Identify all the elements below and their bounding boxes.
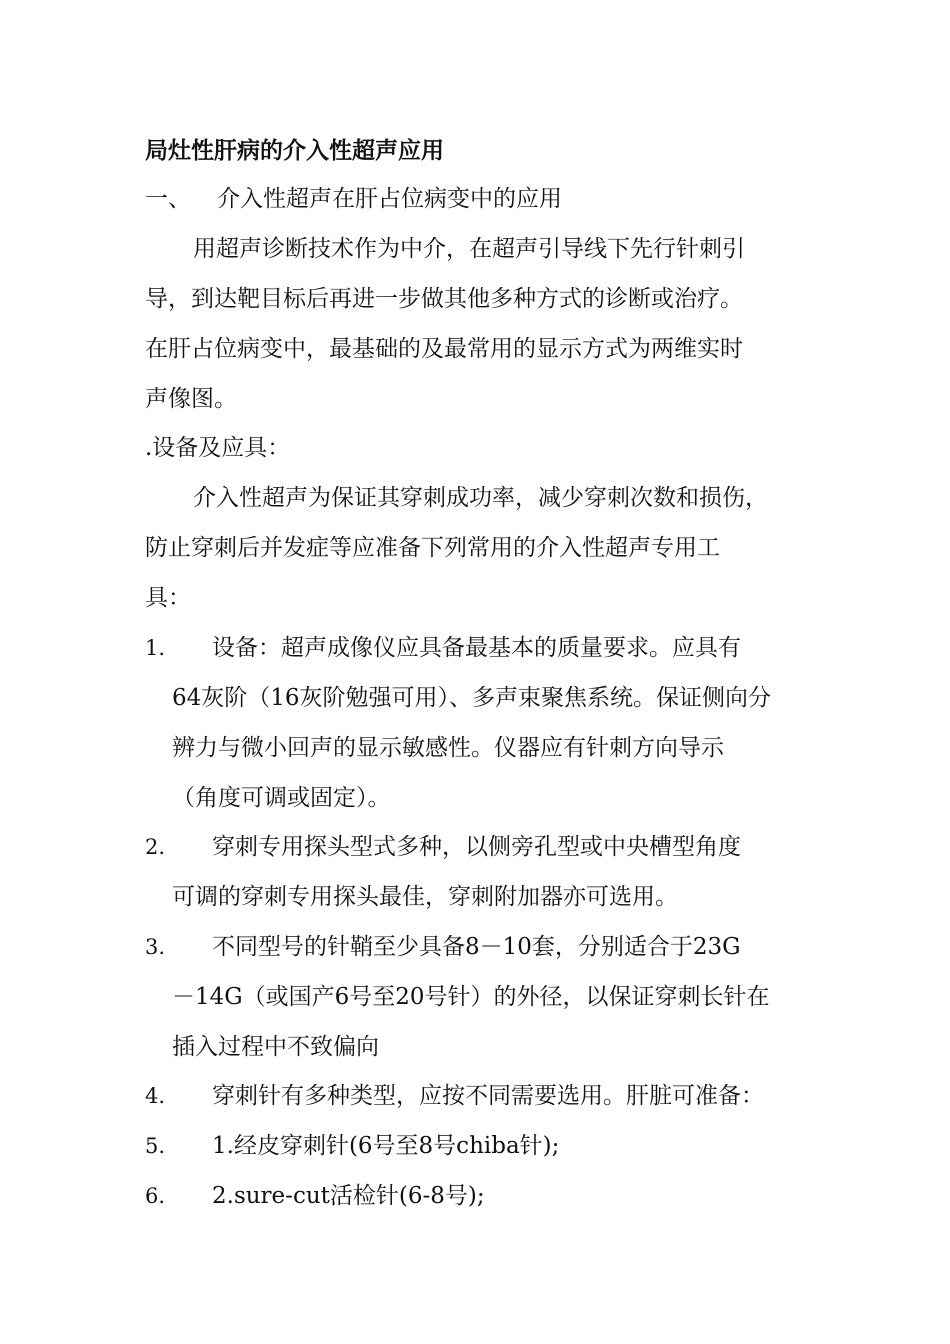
section-heading-text: 介入性超声在肝占位病变中的应用	[217, 186, 562, 212]
list-item-line: 2.sure-cut活检针(6-8号);	[212, 1183, 485, 1209]
paragraph-line: 导，到达靶目标后再进一步做其他多种方式的诊断或治疗。	[145, 286, 743, 312]
paragraph-line: 防止穿刺后并发症等应准备下列常用的介入性超声专用工	[145, 535, 720, 561]
paragraph-line: 声像图。	[145, 386, 237, 412]
list-item-line: 不同型号的针鞘至少具备8－10套，分别适合于23G	[212, 934, 741, 960]
paragraph-line: 介入性超声为保证其穿刺成功率，减少穿刺次数和损伤，	[193, 485, 768, 511]
list-item-line: 设备：超声成像仪应具备最基本的质量要求。应具有	[212, 635, 741, 661]
list-item-number: 6.	[145, 1184, 166, 1208]
paragraph-line: 用超声诊断技术作为中介，在超声引导线下先行针刺引	[193, 236, 745, 262]
list-item-line: 插入过程中不致偏向	[172, 1034, 379, 1060]
list-item-number: 1.	[145, 636, 166, 660]
list-item-number: 2.	[145, 835, 166, 859]
list-item-line: （角度可调或固定）。	[172, 785, 391, 811]
list-item-number: 4.	[145, 1084, 166, 1108]
equipment-heading: .设备及应具：	[145, 435, 291, 461]
list-item-line: 穿刺专用探头型式多种，以侧旁孔型或中央槽型角度	[212, 834, 741, 860]
list-item-line: 穿刺针有多种类型，应按不同需要选用。肝脏可准备：	[212, 1083, 764, 1109]
section-number: 一、	[145, 186, 191, 212]
list-item-number: 3.	[145, 935, 166, 959]
list-item-number: 5.	[145, 1134, 166, 1158]
paragraph-line: 具：	[145, 585, 191, 611]
document-title: 局灶性肝病的介入性超声应用	[145, 138, 444, 164]
paragraph-line: 在肝占位病变中，最基础的及最常用的显示方式为两维实时	[145, 336, 743, 362]
list-item-line: 辨力与微小回声的显示敏感性。仪器应有针刺方向导示	[172, 735, 724, 761]
list-item-line: 64灰阶（16灰阶勉强可用）、多声束聚焦系统。保证侧向分	[172, 685, 772, 711]
section-heading-1	[145, 184, 562, 214]
list-item-line: 1.经皮穿刺针(6号至8号chiba针);	[212, 1133, 560, 1159]
list-item-line: －14G（或国产6号至20号针）的外径，以保证穿刺长针在	[172, 984, 770, 1010]
list-item-line: 可调的穿刺专用探头最佳，穿刺附加器亦可选用。	[172, 884, 678, 910]
